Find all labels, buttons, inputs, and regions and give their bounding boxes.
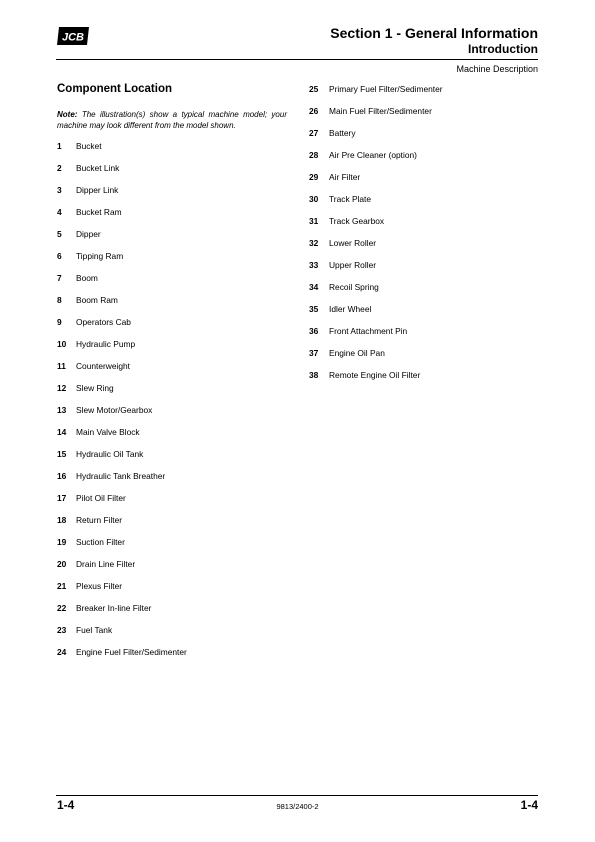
item-label: Return Filter xyxy=(76,515,123,525)
item-number: 29 xyxy=(309,172,319,182)
list-item xyxy=(57,339,187,361)
item-number: 18 xyxy=(57,515,67,525)
item-label: Fuel Tank xyxy=(76,625,113,635)
item-number: 25 xyxy=(309,84,319,94)
page-number-left: 1-4 xyxy=(57,798,75,812)
item-number: 24 xyxy=(57,647,67,657)
note-label: Note: xyxy=(57,110,78,119)
item-number: 38 xyxy=(309,370,319,380)
item-number: 8 xyxy=(57,295,62,305)
item-label: Hydraulic Pump xyxy=(76,339,136,349)
list-item xyxy=(309,106,443,128)
list-item xyxy=(309,326,443,348)
item-label: Track Plate xyxy=(329,194,372,204)
item-number: 27 xyxy=(309,128,319,138)
item-label: Upper Roller xyxy=(329,260,377,270)
list-item xyxy=(57,163,187,185)
item-label: Hydraulic Tank Breather xyxy=(76,471,166,481)
item-number: 33 xyxy=(309,260,319,270)
item-label: Slew Motor/Gearbox xyxy=(76,405,153,415)
list-item xyxy=(57,273,187,295)
list-item xyxy=(57,317,187,339)
list-item xyxy=(57,427,187,449)
item-number: 10 xyxy=(57,339,67,349)
item-label: Battery xyxy=(329,128,356,138)
item-label: Engine Oil Pan xyxy=(329,348,385,358)
item-number: 31 xyxy=(309,216,319,226)
item-number: 2 xyxy=(57,163,62,173)
item-number: 16 xyxy=(57,471,67,481)
item-label: Bucket xyxy=(76,141,102,151)
list-item xyxy=(309,194,443,216)
item-label: Drain Line Filter xyxy=(76,559,136,569)
list-item xyxy=(309,348,443,370)
item-label: Slew Ring xyxy=(76,383,114,393)
list-item xyxy=(57,207,187,229)
item-label: Boom Ram xyxy=(76,295,118,305)
item-label: Dipper xyxy=(76,229,101,239)
item-label: Dipper Link xyxy=(76,185,119,195)
list-item xyxy=(57,405,187,427)
list-item xyxy=(57,141,187,163)
item-label: Recoil Spring xyxy=(329,282,379,292)
item-number: 15 xyxy=(57,449,67,459)
item-label: Counterweight xyxy=(76,361,131,371)
list-item xyxy=(57,493,187,515)
document-number: 9813/2400-2 xyxy=(276,802,319,811)
list-item xyxy=(309,370,443,392)
list-item xyxy=(309,282,443,304)
component-location-heading: Component Location xyxy=(57,83,172,95)
list-item xyxy=(57,603,187,625)
item-label: Bucket Link xyxy=(76,163,120,173)
item-label: Pilot Oil Filter xyxy=(76,493,126,503)
item-number: 28 xyxy=(309,150,319,160)
item-label: Track Gearbox xyxy=(329,216,385,226)
component-list-right xyxy=(309,84,443,392)
item-label: Operators Cab xyxy=(76,317,131,327)
item-number: 20 xyxy=(57,559,67,569)
item-label: Primary Fuel Filter/Sedimenter xyxy=(329,84,443,94)
item-number: 6 xyxy=(57,251,62,261)
item-number: 3 xyxy=(57,185,62,195)
item-label: Hydraulic Oil Tank xyxy=(76,449,144,459)
item-label: Tipping Ram xyxy=(76,251,124,261)
item-number: 1 xyxy=(57,141,62,151)
list-item xyxy=(309,260,443,282)
list-item xyxy=(57,625,187,647)
item-number: 14 xyxy=(57,427,67,437)
note-paragraph xyxy=(57,109,287,131)
item-label: Main Fuel Filter/Sedimenter xyxy=(329,106,432,116)
item-label: Plexus Filter xyxy=(76,581,123,591)
page-number-right: 1-4 xyxy=(520,798,538,812)
list-item xyxy=(57,361,187,383)
list-item xyxy=(57,647,187,669)
component-list-left xyxy=(57,141,187,669)
item-number: 21 xyxy=(57,581,67,591)
list-item xyxy=(57,383,187,405)
list-item xyxy=(309,84,443,106)
item-number: 37 xyxy=(309,348,319,358)
sub-subsection-title: Machine Description xyxy=(456,64,538,74)
item-number: 17 xyxy=(57,493,67,503)
footer-divider xyxy=(56,795,538,796)
item-number: 13 xyxy=(57,405,67,415)
item-label: Front Attachment Pin xyxy=(329,326,408,336)
subsection-title: Introduction xyxy=(468,42,538,56)
item-number: 23 xyxy=(57,625,67,635)
item-number: 36 xyxy=(309,326,319,336)
list-item xyxy=(309,304,443,326)
item-number: 4 xyxy=(57,207,62,217)
item-number: 12 xyxy=(57,383,67,393)
list-item xyxy=(309,172,443,194)
item-number: 9 xyxy=(57,317,62,327)
list-item xyxy=(57,251,187,273)
header-divider xyxy=(56,59,538,60)
item-label: Bucket Ram xyxy=(76,207,122,217)
item-label: Suction Filter xyxy=(76,537,125,547)
item-label: Air Pre Cleaner (option) xyxy=(329,150,417,160)
list-item xyxy=(57,559,187,581)
list-item xyxy=(57,185,187,207)
item-label: Engine Fuel Filter/Sedimenter xyxy=(76,647,187,657)
list-item xyxy=(57,471,187,493)
item-number: 35 xyxy=(309,304,319,314)
item-number: 26 xyxy=(309,106,319,116)
item-label: Air Filter xyxy=(329,172,361,182)
item-label: Idler Wheel xyxy=(329,304,372,314)
item-number: 32 xyxy=(309,238,319,248)
item-number: 30 xyxy=(309,194,319,204)
section-title: Section 1 - General Information xyxy=(330,25,538,41)
item-number: 22 xyxy=(57,603,67,613)
list-item xyxy=(57,581,187,603)
jcb-logo xyxy=(56,25,90,47)
item-number: 34 xyxy=(309,282,319,292)
item-number: 11 xyxy=(57,361,66,371)
list-item xyxy=(57,229,187,251)
list-item xyxy=(57,515,187,537)
list-item xyxy=(57,537,187,559)
list-item xyxy=(309,216,443,238)
item-label: Main Valve Block xyxy=(76,427,140,437)
list-item xyxy=(309,238,443,260)
list-item xyxy=(309,128,443,150)
list-item xyxy=(57,295,187,317)
list-item xyxy=(57,449,187,471)
item-label: Breaker In-line Filter xyxy=(76,603,152,613)
item-number: 5 xyxy=(57,229,62,239)
list-item xyxy=(309,150,443,172)
note-text: The illustration(s) show a typical machine model; your machine may look different from the model shown. xyxy=(57,110,287,130)
item-label: Remote Engine Oil Filter xyxy=(329,370,421,380)
item-number: 19 xyxy=(57,537,67,547)
jcb-logo-text: JCB xyxy=(61,31,85,44)
item-label: Boom xyxy=(76,273,98,283)
item-label: Lower Roller xyxy=(329,238,377,248)
item-number: 7 xyxy=(57,273,62,283)
